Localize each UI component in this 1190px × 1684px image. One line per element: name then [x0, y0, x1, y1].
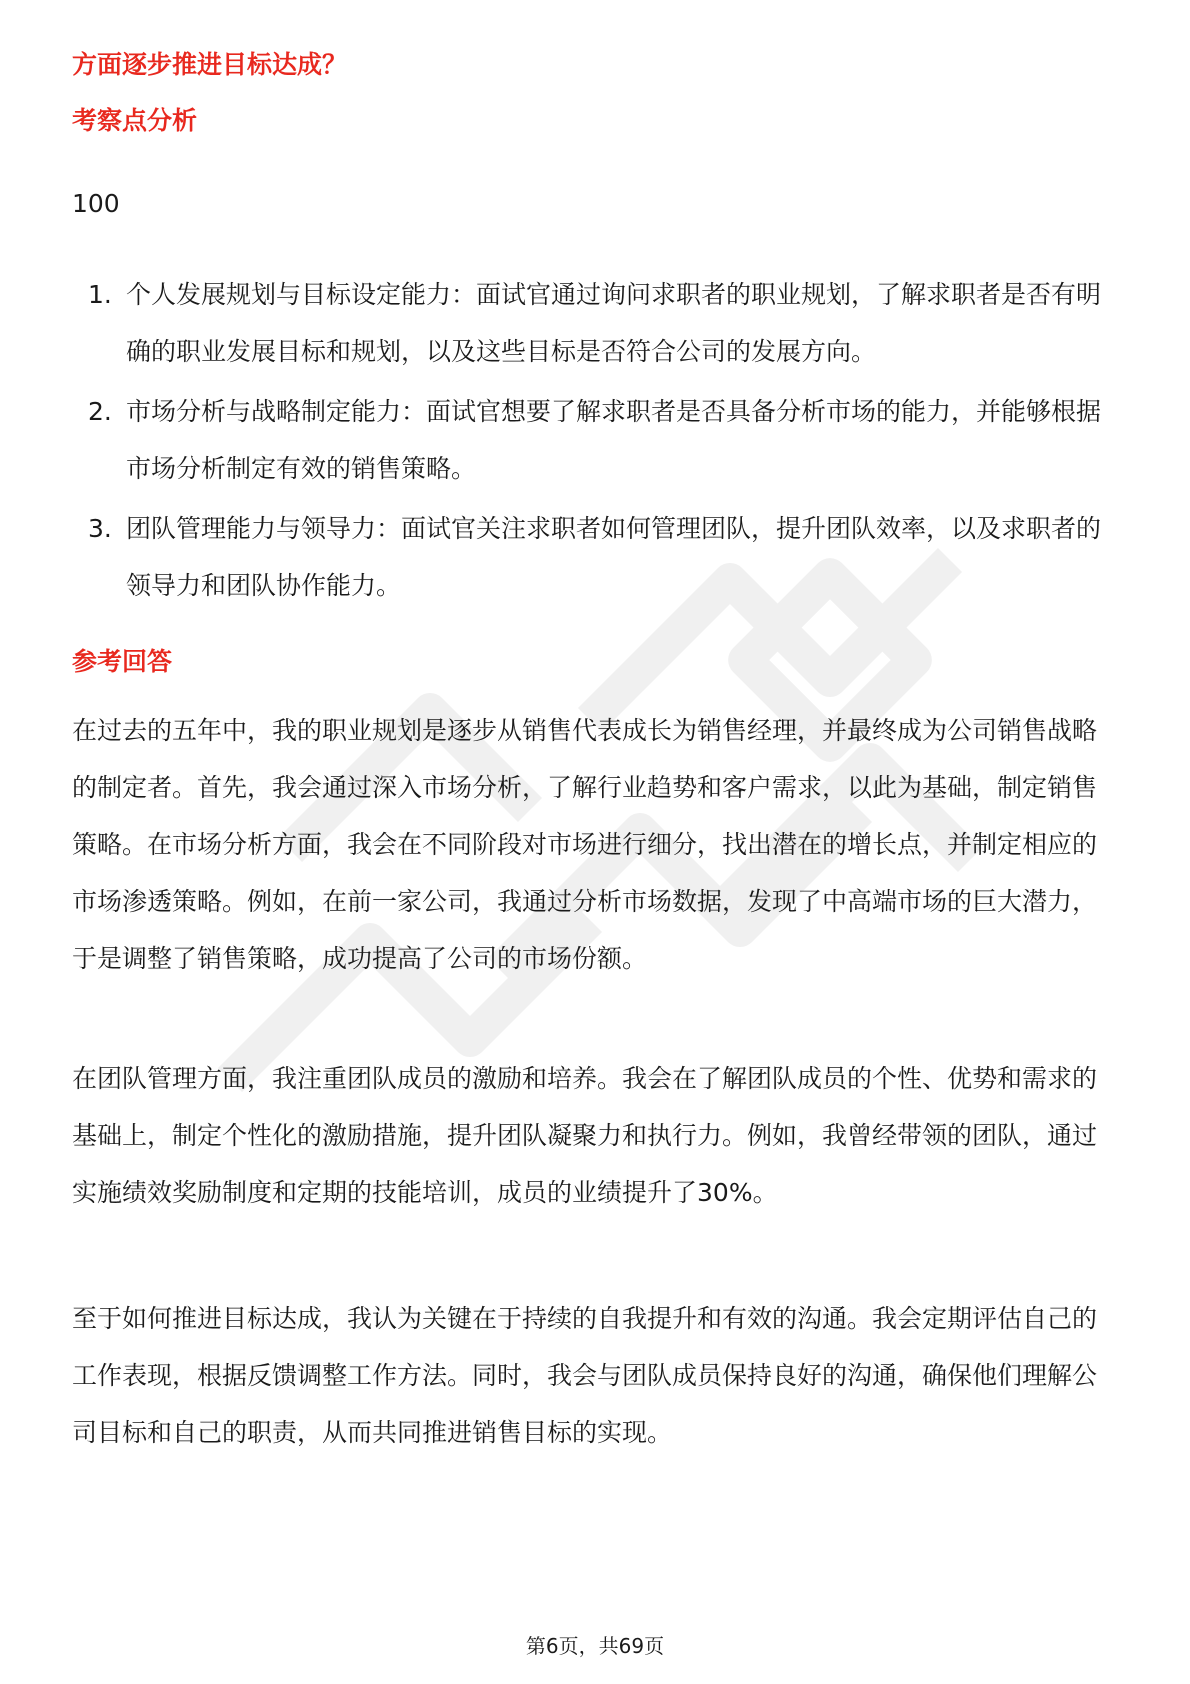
list-item [72, 266, 1117, 380]
analysis-heading: 考察点分析 [72, 106, 198, 135]
question-continuation: 方面逐步推进目标达成？ [72, 50, 348, 79]
list-item-text: 团队管理能力与领导力：面试官关注求职者如何管理团队，提升团队效率，以及求职者的领导力和团队协作能力。 [126, 514, 1102, 600]
score-value: 100 [72, 189, 120, 218]
answer-heading: 参考回答 [72, 647, 173, 676]
analysis-list [72, 266, 1117, 617]
answer-paragraph: 至于如何推进目标达成，我认为关键在于持续的自我提升和有效的沟通。我会定期评估自己的工作表现，根据反馈调整工作方法。同时，我会与团队成员保持良好的沟通，确保他们理解公司目标和自己的职责，从而共同推进销售目标的实现。 [72, 1304, 1098, 1447]
list-item-text: 市场分析与战略制定能力：面试官想要了解求职者是否具备分析市场的能力，并能够根据市场分析制定有效的销售策略。 [126, 397, 1102, 483]
list-item-number: 2. [88, 397, 112, 426]
list-item [72, 500, 1117, 614]
answer-paragraph: 在过去的五年中，我的职业规划是逐步从销售代表成长为销售经理，并最终成为公司销售战略的制定者。首先，我会通过深入市场分析，了解行业趋势和客户需求，以此为基础，制定销售策略。在市场分析方面，我会在不同阶段对市场进行细分，找出潜在的增长点，并制定相应的市场渗透策略。例如，在前一家公司，我通过分析市场数据，发现了中高端市场的巨大潜力，于是调整了销售策略，成功提高了公司的市场份额。 [72, 716, 1098, 973]
list-item-text: 个人发展规划与目标设定能力：面试官通过询问求职者的职业规划，了解求职者是否有明确的职业发展目标和规划，以及这些目标是否符合公司的发展方向。 [126, 280, 1102, 366]
list-item-number: 3. [88, 514, 112, 543]
page-number-footer: 第6页，共69页 [525, 1634, 665, 1658]
answer-paragraph: 在团队管理方面，我注重团队成员的激励和培养。我会在了解团队成员的个性、优势和需求的基础上，制定个性化的激励措施，提升团队凝聚力和执行力。例如，我曾经带领的团队，通过实施绩效奖励制度和定期的技能培训，成员的业绩提升了30%。 [72, 1064, 1098, 1207]
list-item [72, 383, 1117, 497]
list-item-number: 1. [88, 280, 112, 309]
